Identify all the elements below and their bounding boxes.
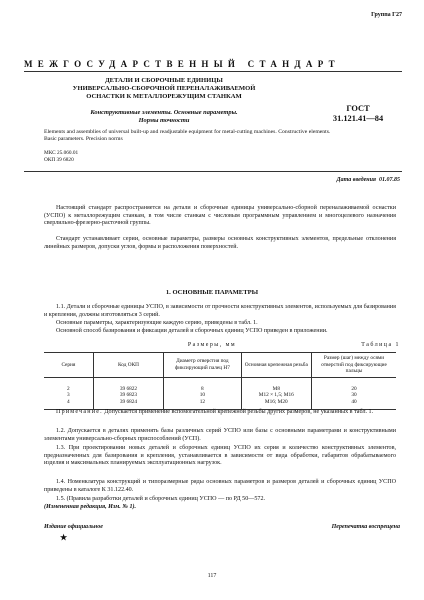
body-paragraph: 1.5. (Правила разработки деталей и сборочных единиц УСПО — по РД 50—572. <box>56 496 266 502</box>
table-cell: М12 × 1,5; М16 <box>241 392 311 399</box>
subtitle-line: Конструктивные элементы. Основные параметры. <box>90 109 238 116</box>
table-row <box>44 399 396 409</box>
body-paragraph: 1.3. При проектировании новых деталей и сборочных единиц УСПО их серия и количество конструктивных элементов, предназначенных для базирования и крепления, устанавливается в зависимости от вида обработки, габаритов обрабатываемого изделия и максимальных планируемых эксплуатационных нагрузок. <box>44 445 396 467</box>
star-icon: ★ <box>60 533 68 542</box>
gost-number <box>318 104 398 124</box>
section-paragraph: 1.1. Детали и сборочные единицы УСПО, в зависимости от прочности конструктивных элементов, используемых для базирования и крепления, должны изготовляться 3 серий. <box>44 304 396 318</box>
intro-paragraph: Настоящий стандарт распространяется на детали и сборочные единицы универсально-сборной переналаживаемой оснастки (УСПО) к металлорежущим станкам, в том числе станкам с числовым программным управлением и многоцелевого назначения сверлильно-фрезерно-расточной группы. <box>44 205 396 227</box>
table-cell: 39 6822 <box>93 377 163 392</box>
title-line: УНИВЕРСАЛЬНО-СБОРОЧНОЙ ПЕРЕНАЛАЖИВАЕМОЙ <box>72 84 256 92</box>
document-title <box>44 77 284 100</box>
body-paragraph: 1.4. Номенклатура конструкций и типоразмерные ряды основных параметров и размеров деталей и сборочных единиц УСПО приведены в каталоге К 31.122.40. <box>44 479 396 493</box>
title-line: ДЕТАЛИ И СБОРОЧНЫЕ ЕДИНИЦЫ <box>105 77 223 84</box>
mks-code: МКС 25.060.01 <box>44 150 79 156</box>
page-number: 117 <box>207 573 217 579</box>
table-row <box>44 377 396 392</box>
group-code: Группа Г27 <box>371 12 402 18</box>
table-cell: 40 <box>311 399 396 409</box>
top-divider <box>24 71 402 72</box>
effective-date <box>337 177 400 183</box>
amendment-note: (Измененная редакция, Изм. № 1). <box>44 504 137 510</box>
okp-code: ОКП 39 6820 <box>44 156 74 163</box>
section-heading: 1. ОСНОВНЫЕ ПАРАМЕТРЫ <box>165 289 259 296</box>
table-cell: 12 <box>164 399 241 409</box>
table-cell: 8 <box>164 377 241 392</box>
note-label: Примечание. <box>56 409 103 415</box>
table-row <box>44 392 396 399</box>
gost-code: 31.121.41—84 <box>332 114 384 123</box>
date-label: Дата введения <box>336 177 376 183</box>
note-text: Допускается применение вспомогательной крепежной резьбы других размеров, не указанных в табл. 1. <box>104 409 374 415</box>
column-header: Серия <box>44 353 93 378</box>
document-subtitle <box>44 109 284 124</box>
table-header-row <box>44 353 396 378</box>
title-line: ОСНАСТКИ К МЕТАЛЛОРЕЖУЩИМ СТАНКАМ <box>86 92 242 100</box>
column-header: Код ОКП <box>93 353 163 378</box>
table-cell: 30 <box>311 392 396 399</box>
section-paragraph: Основные параметры, характеризующие каждую серию, приведены в табл. 1. <box>56 320 258 326</box>
column-header: Диаметр отверстия под фиксирующий палец H7 <box>164 353 241 378</box>
table-cell: 39 6824 <box>93 399 163 409</box>
reprint-prohibited: Перепечатка воспрещена <box>331 524 400 530</box>
date-value: 01.07.85 <box>379 177 400 183</box>
table-cell: 39 6823 <box>93 392 163 399</box>
standard-banner: МЕЖГОСУДАРСТВЕННЫЙ СТАНДАРТ <box>24 59 340 69</box>
size-caption: Размеры, мм <box>187 342 237 348</box>
table-cell: 4 <box>67 399 70 406</box>
section-paragraph: Основной способ базирования и фиксации деталей и сборочных единиц УСПО приведен в приложении. <box>56 328 328 334</box>
column-header: Основная крепежная резьба <box>241 353 311 378</box>
official-edition: Издание официальное <box>44 524 103 530</box>
table-label: Таблица 1 <box>361 342 400 348</box>
english-title: Elements and assemblies of universal built-up and readjustable equipment for metal-cutting machines. Constructive elements. Basic parameters. Precision norms <box>44 129 331 142</box>
table-cell: М8 <box>241 377 311 392</box>
table-cell: 2 <box>67 385 70 392</box>
table-cell: 20 <box>311 377 396 392</box>
subtitle-line: Нормы точности <box>138 116 190 124</box>
body-paragraph: 1.2. Допускается в деталях применять базы различных серий УСПО или базы с основными параметрами и конструктивными элементами универсально-сборных приспособлений (УСП). <box>44 428 396 442</box>
parameters-table <box>44 352 396 410</box>
column-header: Размер (шаг) между осями отверстий под фиксирующие пальцы <box>311 353 396 378</box>
table-cell: 10 <box>164 392 241 399</box>
table-cell: 3 <box>67 392 70 399</box>
table-cell: М16; М20 <box>241 399 311 409</box>
intro-paragraph: Стандарт устанавливает серии, основные параметры, размеры основных конструктивных элементов, предельные отклонения линейных размеров, допуски углов, формы и расположения поверхностей. <box>44 236 396 250</box>
table-note <box>44 409 396 417</box>
gost-label: ГОСТ <box>346 104 370 113</box>
header-divider <box>24 171 402 172</box>
classification-codes <box>44 150 78 164</box>
